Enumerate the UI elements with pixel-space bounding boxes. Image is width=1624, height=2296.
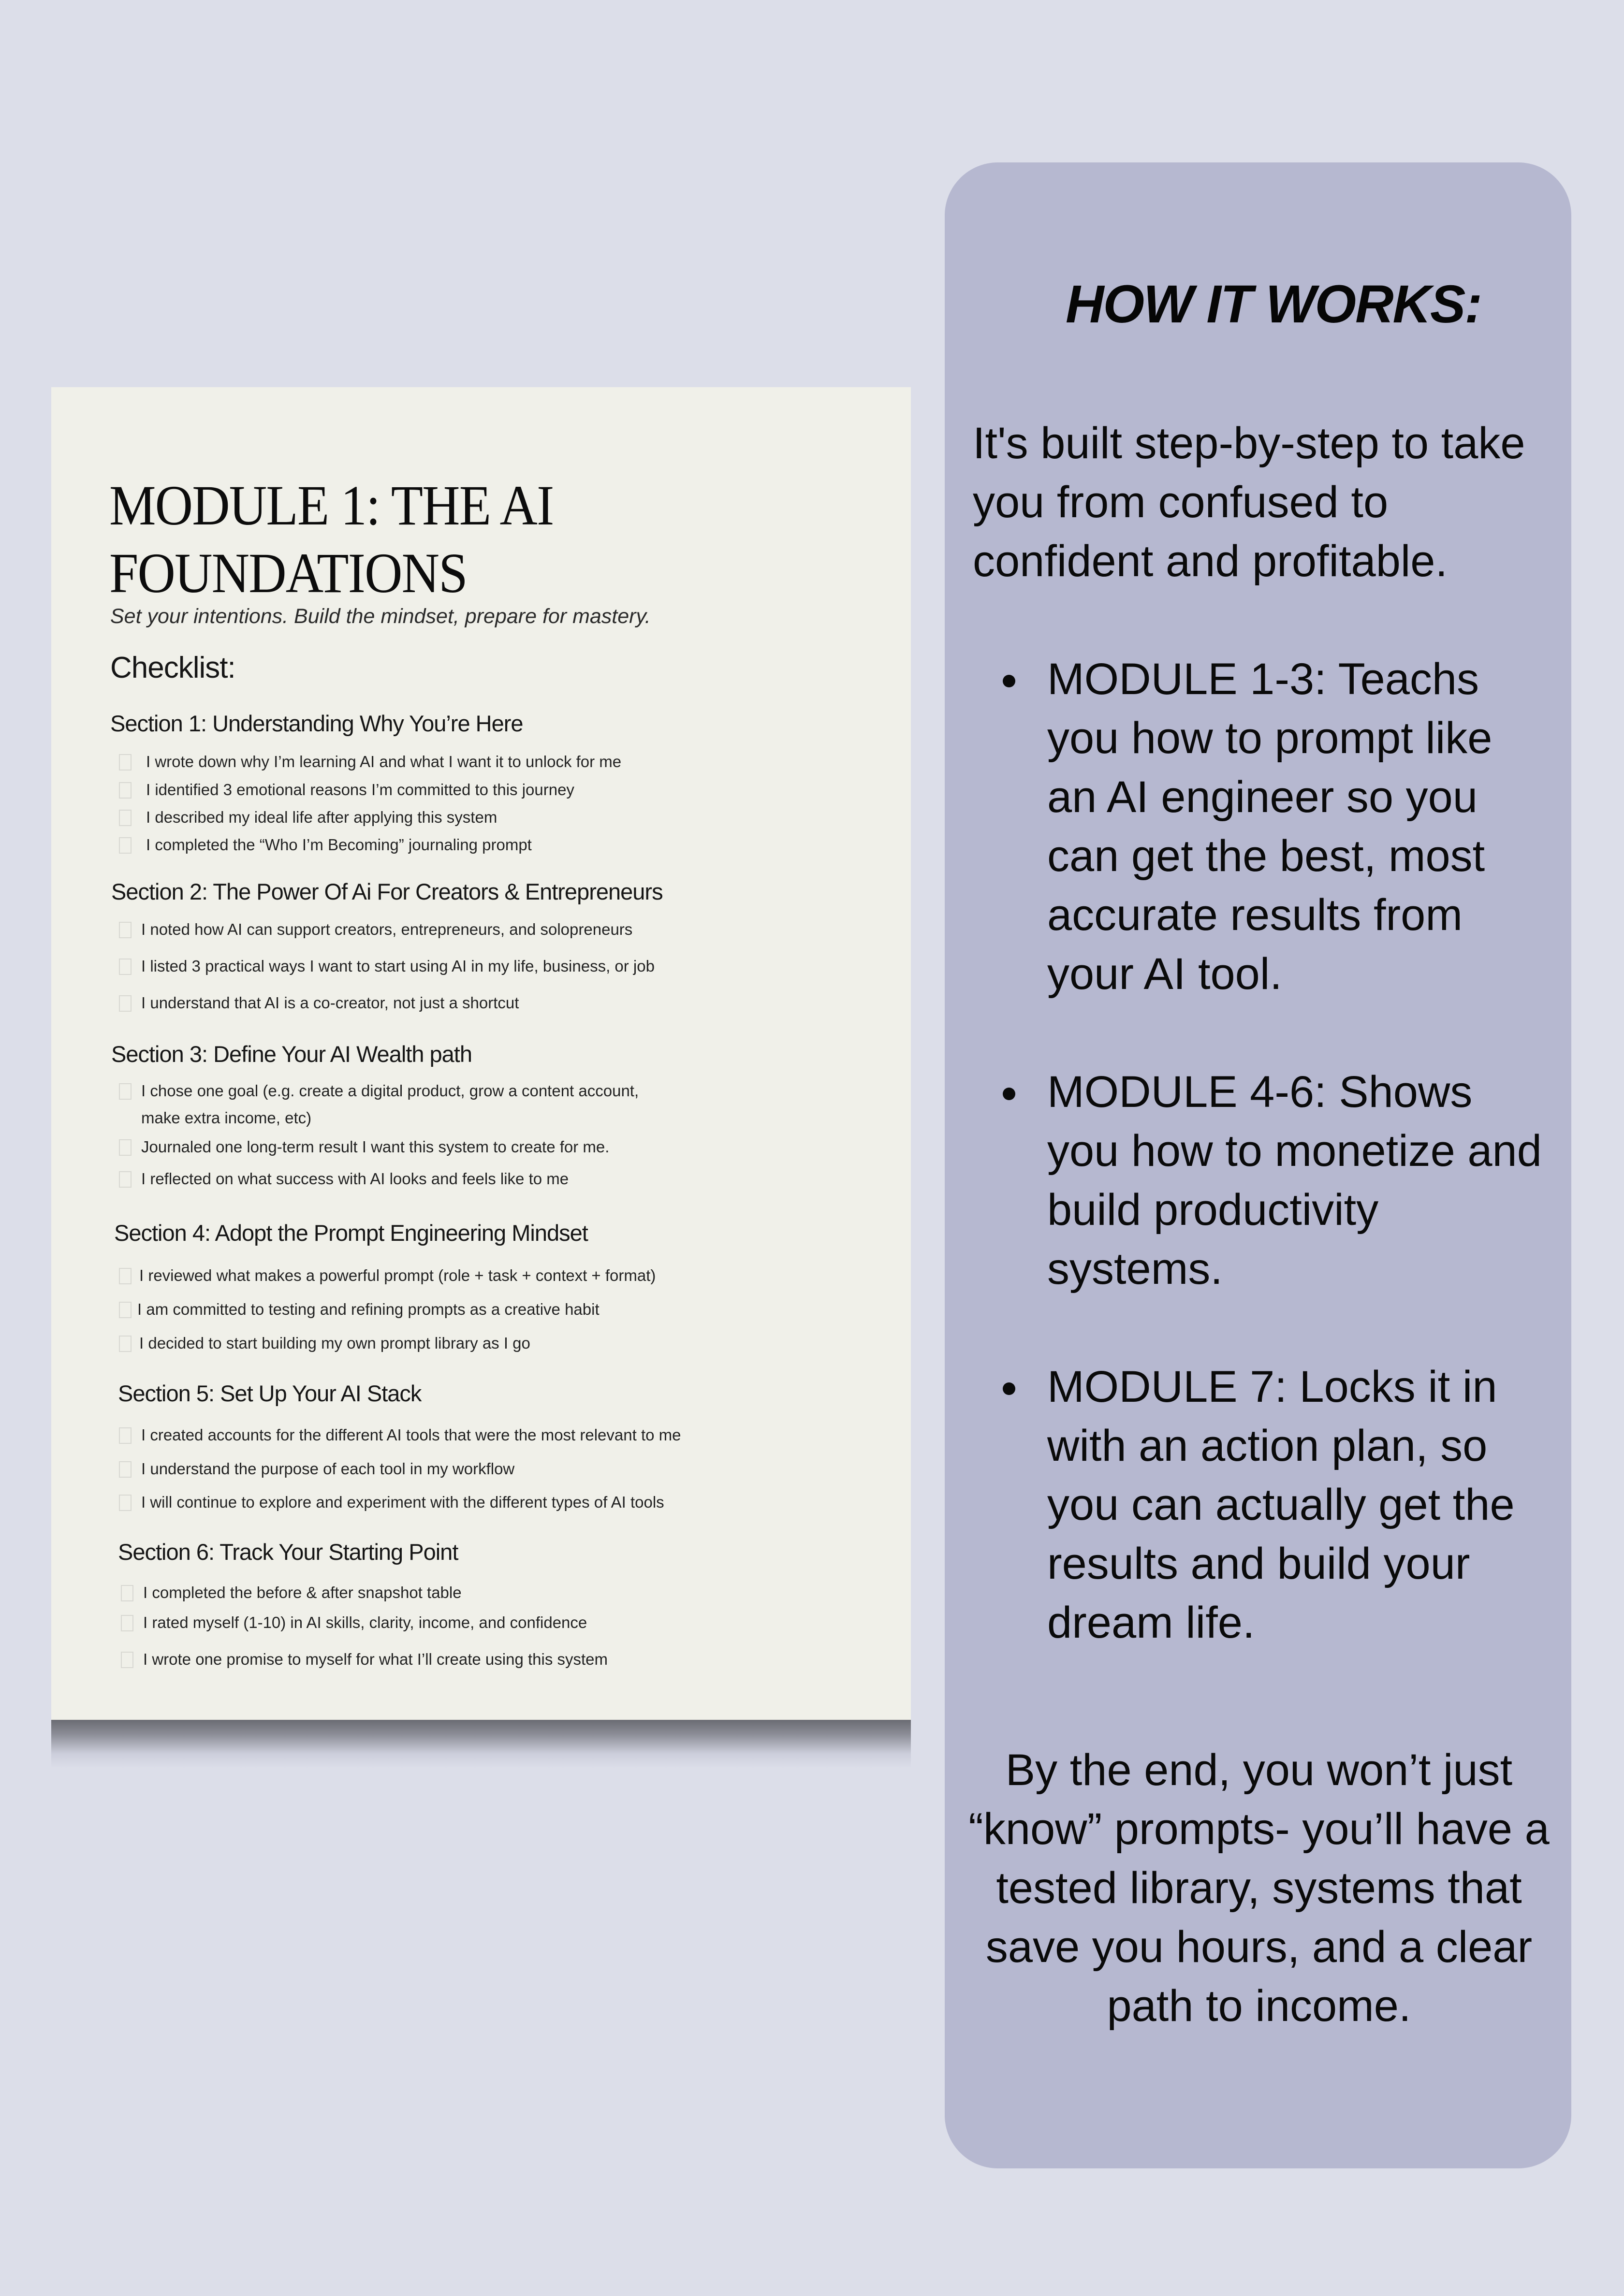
checklist-item[interactable]: [119, 993, 519, 1013]
title-line-2: FOUNDATIONS: [109, 541, 467, 605]
bullet-item-module-7: [973, 1357, 1553, 1652]
checklist-item[interactable]: [119, 1425, 681, 1445]
checkbox[interactable]: [119, 810, 132, 826]
section-2-title: Section 2: The Power Of Ai For Creators & Entrepreneurs: [111, 879, 663, 904]
item-label: I listed 3 practical ways I want to start using AI in my life, business, or job: [141, 957, 655, 975]
section-1-title: Section 1: Understanding Why You’re Here: [110, 711, 523, 736]
checklist-item[interactable]: [119, 780, 574, 799]
bullet-dot-icon: [1003, 1088, 1015, 1100]
checkbox[interactable]: [119, 1302, 132, 1318]
item-label: I rated myself (1-10) in AI skills, clarity, income, and confidence: [143, 1613, 587, 1631]
checklist-item[interactable]: [121, 1650, 608, 1669]
item-label: I chose one goal (e.g. create a digital product, grow a content account, make extra income, etc): [141, 1082, 639, 1127]
title-line-1: MODULE 1: THE AI: [109, 474, 554, 537]
item-label: I completed the before & after snapshot table: [143, 1584, 462, 1601]
item-label: I reviewed what makes a powerful prompt (role + task + context + format): [139, 1266, 656, 1284]
item-label: I described my ideal life after applying this system: [146, 808, 497, 826]
checklist-item[interactable]: [119, 835, 532, 855]
checklist-item[interactable]: [121, 1583, 462, 1602]
card-intro: It's built step-by-step to take you from confused to confident and profitable.: [973, 419, 1525, 586]
document-shadow: [51, 1720, 911, 1768]
checkbox[interactable]: [119, 837, 132, 854]
item-label: I decided to start building my own prompt library as I go: [139, 1334, 530, 1352]
item-label: I completed the “Who I’m Becoming” journaling prompt: [146, 836, 532, 854]
checkbox[interactable]: [119, 754, 132, 770]
item-label: I am committed to testing and refining prompts as a creative habit: [137, 1300, 600, 1318]
checklist-item[interactable]: [119, 1459, 514, 1479]
section-6-title: Section 6: Track Your Starting Point: [118, 1539, 458, 1565]
item-label: I wrote one promise to myself for what I’ll create using this system: [143, 1650, 608, 1668]
checkbox[interactable]: [121, 1615, 133, 1631]
bullet-dot-icon: [1003, 675, 1015, 687]
checklist-item[interactable]: [119, 920, 632, 939]
bullet-item-module-4-6: [973, 1062, 1553, 1298]
checklist-item[interactable]: [121, 1613, 587, 1632]
section-3-title: Section 3: Define Your AI Wealth path: [111, 1041, 472, 1067]
item-label: I created accounts for the different AI tools that were the most relevant to me: [141, 1426, 681, 1444]
item-label: I wrote down why I’m learning AI and what I want it to unlock for me: [146, 753, 622, 770]
checkbox[interactable]: [119, 1427, 132, 1444]
item-label: Journaled one long-term result I want this system to create for me.: [141, 1138, 610, 1156]
checkbox[interactable]: [119, 922, 132, 938]
bullet-text: MODULE 4-6: Shows you how to monetize and build productivity systems.: [1047, 1067, 1542, 1293]
checkbox[interactable]: [119, 1139, 132, 1156]
checkbox[interactable]: [119, 1083, 132, 1100]
how-it-works-card: [945, 162, 1571, 2168]
checkbox[interactable]: [121, 1652, 133, 1668]
card-title: HOW IT WORKS:: [1066, 275, 1481, 334]
checkbox[interactable]: [119, 1461, 132, 1478]
bullet-text: MODULE 1-3: Teachs you how to prompt like an AI engineer so you can get the best, most accurate results from your AI tool.: [1047, 654, 1492, 999]
checkbox[interactable]: [119, 1268, 132, 1284]
checkbox[interactable]: [119, 1336, 132, 1352]
checklist-item[interactable]: [119, 1081, 639, 1128]
checkbox[interactable]: [119, 1171, 132, 1188]
checkbox[interactable]: [119, 995, 132, 1012]
module-bullet-list: [973, 650, 1553, 1711]
checklist-item[interactable]: [119, 1300, 600, 1319]
checklist-item[interactable]: [119, 957, 655, 976]
document-subtitle: Set your intentions. Build the mindset, prepare for mastery.: [110, 605, 651, 628]
checklist-item[interactable]: [119, 1266, 656, 1285]
item-label: I understand that AI is a co-creator, not just a shortcut: [141, 994, 519, 1012]
checklist-item[interactable]: [119, 752, 621, 771]
checkbox[interactable]: [119, 782, 132, 799]
section-4-title: Section 4: Adopt the Prompt Engineering Mindset: [114, 1220, 588, 1246]
document-title: [109, 472, 776, 607]
item-label: I reflected on what success with AI looks and feels like to me: [141, 1170, 569, 1188]
checkbox[interactable]: [121, 1585, 133, 1601]
checklist-item[interactable]: [119, 808, 497, 827]
item-label: I will continue to explore and experiment with the different types of AI tools: [141, 1493, 664, 1511]
item-label: I identified 3 emotional reasons I’m committed to this journey: [146, 781, 574, 799]
item-label: I understand the purpose of each tool in my workflow: [141, 1460, 515, 1478]
card-outro: By the end, you won’t just “know” prompts- you’ll have a tested library, systems that save you hours, and a clear path to income.: [968, 1745, 1550, 2031]
checklist-item[interactable]: [119, 1493, 664, 1512]
checkbox[interactable]: [119, 959, 132, 975]
checklist-heading: Checklist:: [110, 651, 235, 684]
module-document-preview: [51, 387, 911, 1720]
bullet-dot-icon: [1003, 1382, 1015, 1395]
section-5-title: Section 5: Set Up Your AI Stack: [118, 1381, 422, 1406]
checklist-item[interactable]: [119, 1334, 530, 1353]
item-label: I noted how AI can support creators, entrepreneurs, and solopreneurs: [141, 920, 633, 938]
checkbox[interactable]: [119, 1495, 132, 1511]
checklist-item[interactable]: [119, 1137, 609, 1157]
checklist-item[interactable]: [119, 1169, 569, 1189]
bullet-text: MODULE 7: Locks it in with an action plan, so you can actually get the results and build your dream life.: [1047, 1362, 1515, 1647]
bullet-item-module-1-3: [973, 650, 1553, 1003]
